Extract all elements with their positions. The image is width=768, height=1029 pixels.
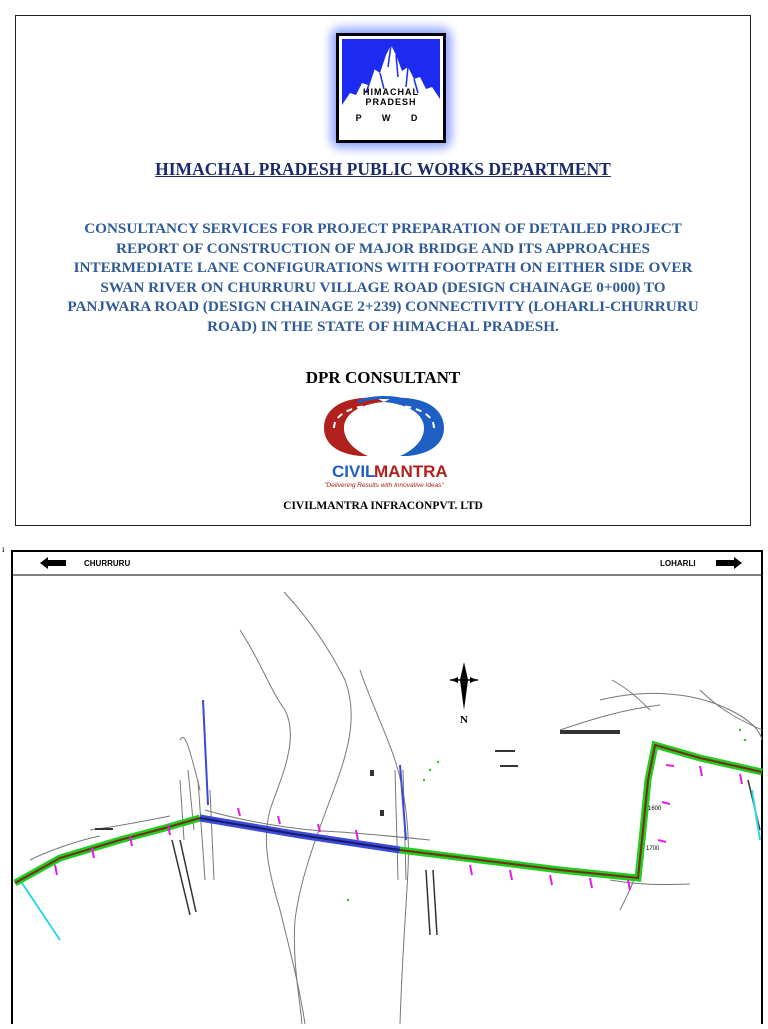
- cm-logo-tagline: "Delivering Results with Innovative Ideas": [324, 482, 444, 489]
- project-description-line: SWAN RIVER ON CHURRURU VILLAGE ROAD (DESIGN CHAINAGE 0+000) TO: [100, 278, 666, 296]
- hp-logo-line2: PRADESH: [365, 97, 417, 107]
- hp-pwd-logo: [336, 33, 446, 143]
- cover-panel: [15, 15, 751, 526]
- alignment-map-drawing: [0, 540, 768, 1024]
- project-description-line: ROAD) IN THE STATE OF HIMACHAL PRADESH.: [207, 317, 559, 335]
- project-description-line: INTERMEDIATE LANE CONFIGURATIONS WITH FOOTPATH ON EITHER SIDE OVER: [73, 259, 693, 277]
- page-mark: ı: [2, 544, 5, 554]
- project-description-line: CONSULTANCY SERVICES FOR PROJECT PREPARATION OF DETAILED PROJECT: [84, 220, 682, 237]
- project-description-line: PANJWARA ROAD (DESIGN CHAINAGE 2+239) CONNECTIVITY (LOHARLI-CHURRURU: [67, 298, 699, 316]
- direction-right-label: LOHARLI: [660, 559, 696, 568]
- company-name: CIVILMANTRA INFRACONPVT. LTD: [283, 500, 483, 512]
- department-title: HIMACHAL PRADESH PUBLIC WORKS DEPARTMENT: [155, 159, 611, 179]
- direction-left-label: CHURRURU: [84, 559, 131, 568]
- project-description-line: REPORT OF CONSTRUCTION OF MAJOR BRIDGE AND ITS APPROACHES: [116, 239, 650, 257]
- civilmantra-logo-graphic: [314, 394, 454, 490]
- cm-logo-word-b: MANTRA: [374, 462, 448, 481]
- civilmantra-logo: [314, 394, 454, 490]
- consultant-label: DPR CONSULTANT: [305, 368, 461, 387]
- hp-logo-line1: HIMACHAL: [363, 87, 419, 97]
- chainage-label-1600: 1600: [648, 806, 662, 812]
- project-description: [30, 219, 736, 337]
- hp-logo-line3: P W D: [355, 113, 427, 123]
- chainage-label-1700: 1700: [646, 846, 660, 852]
- alignment-map: [0, 540, 768, 1024]
- hp-pwd-logo-graphic: [336, 33, 446, 143]
- cm-logo-word-a: CIVIL: [332, 462, 376, 481]
- north-label: N: [460, 714, 468, 726]
